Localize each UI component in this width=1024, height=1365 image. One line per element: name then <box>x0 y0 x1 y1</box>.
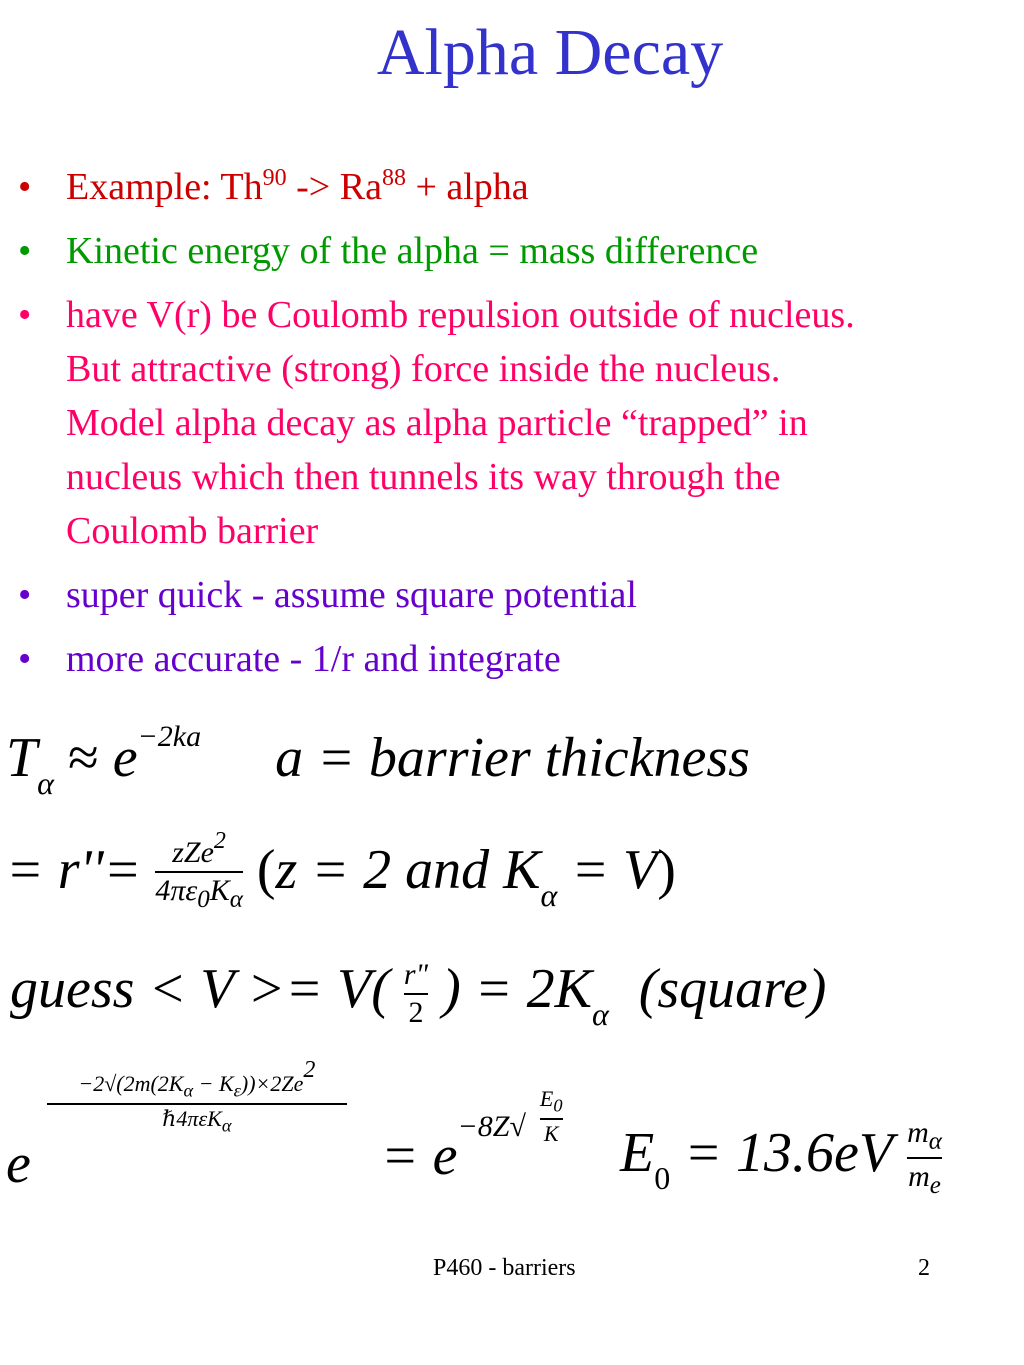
bullet-list <box>18 160 1018 696</box>
bullet-marker: • <box>18 638 32 680</box>
bullet-text: Example: Th <box>66 166 263 208</box>
eq-fraction <box>907 1118 942 1198</box>
equation-e0 <box>620 1118 942 1198</box>
bullet-line: Coulomb barrier <box>66 510 319 552</box>
eq-paren: ) <box>657 838 676 901</box>
frac-denominator: K <box>543 1120 559 1146</box>
eq-term: = e <box>380 1125 458 1187</box>
eq-symbol: K <box>503 838 541 901</box>
equation-thickness <box>6 828 676 913</box>
bullet-marker: • <box>18 294 32 336</box>
eq-fraction <box>404 960 428 1028</box>
equation-exponent <box>6 1057 563 1196</box>
bullet-line: Model alpha decay as alpha particle “trapped” in <box>66 402 808 444</box>
eq-lhs: = r''= <box>6 838 142 901</box>
bullet-text: Kinetic energy of the alpha = mass difference <box>66 230 759 272</box>
frac-bar <box>155 871 243 873</box>
eq-exponent: −2ka <box>137 720 202 753</box>
eq-lhs: guess < V >= V( <box>10 957 390 1020</box>
footer-label: P460 - barriers <box>433 1255 576 1281</box>
bullet-text: more accurate - 1/r and integrate <box>66 638 561 680</box>
eq-fraction <box>155 828 243 913</box>
eq-symbol: T <box>6 727 38 789</box>
eq-exponent: −8Z√ <box>457 1110 526 1143</box>
page-number: 2 <box>918 1255 930 1281</box>
eq-symbol: e <box>112 727 138 789</box>
eq-term: (square) <box>638 957 827 1020</box>
frac-bar <box>47 1103 347 1105</box>
frac-bar <box>404 993 428 995</box>
eq-symbol: E <box>620 1121 655 1184</box>
frac-bar <box>907 1157 942 1159</box>
frac-numerator: $m_\alpha$ <box>907 1116 942 1155</box>
equation-transmission <box>6 720 750 801</box>
frac-denominator: $m_e$ <box>908 1160 941 1199</box>
frac-denominator: ℏ4πεK$_\alpha$ <box>162 1105 232 1136</box>
bullet-marker: • <box>18 574 32 616</box>
eq-subscript: α <box>37 765 54 801</box>
frac-numerator: zZe$^2$ <box>172 828 226 869</box>
bullet-marker: • <box>18 230 32 272</box>
eq-term: = V <box>571 838 658 901</box>
slide-title: Alpha Decay <box>376 16 724 89</box>
eq-rhs: = 13.6eV <box>684 1121 894 1184</box>
eq-subscript: α <box>540 876 558 913</box>
frac-denominator: 2 <box>408 996 424 1029</box>
bullet-line: have V(r) be Coulomb repulsion outside of nucleus. <box>66 294 855 336</box>
bullet-coulomb <box>18 288 1018 558</box>
bullet-kinetic <box>18 224 1018 278</box>
eq-rhs: a = barrier thickness <box>275 727 750 789</box>
frac-numerator: $E_0$ <box>539 1086 563 1116</box>
bullet-text: super quick - assume square potential <box>66 574 637 616</box>
eq-sqrt-fraction <box>540 1088 563 1145</box>
bullet-accurate <box>18 632 1018 686</box>
frac-numerator: r" <box>403 958 429 991</box>
bullet-text: + alpha <box>405 166 529 208</box>
bullet-text: -> Ra <box>286 166 382 208</box>
frac-numerator: $-2√(2m(2K_\alpha - K_\varepsilon))\times 2Ze^2$ <box>78 1057 316 1101</box>
eq-subscript: α <box>591 995 609 1032</box>
bullet-line: nucleus which then tunnels its way through the <box>66 456 781 498</box>
eq-term: and <box>405 838 490 901</box>
bullet-line: But attractive (strong) force inside the nucleus. <box>66 348 781 390</box>
equation-guess <box>10 957 827 1032</box>
eq-rhs: ) = 2K <box>442 957 592 1020</box>
bullet-square <box>18 568 1018 622</box>
bullet-marker: • <box>18 166 32 208</box>
eq-exponent-fraction <box>47 1057 347 1136</box>
frac-denominator: $4\pi\varepsilon_0K_\alpha$ <box>155 874 243 913</box>
eq-term: z = 2 <box>275 838 392 901</box>
bullet-example <box>18 160 1018 214</box>
superscript: 88 <box>381 165 406 191</box>
superscript: 90 <box>262 165 287 191</box>
frac-bar <box>540 1118 563 1120</box>
eq-paren: ( <box>256 838 276 901</box>
eq-e-base: e <box>6 1133 31 1196</box>
eq-subscript: 0 <box>654 1159 671 1196</box>
eq-operator: ≈ <box>67 727 99 789</box>
